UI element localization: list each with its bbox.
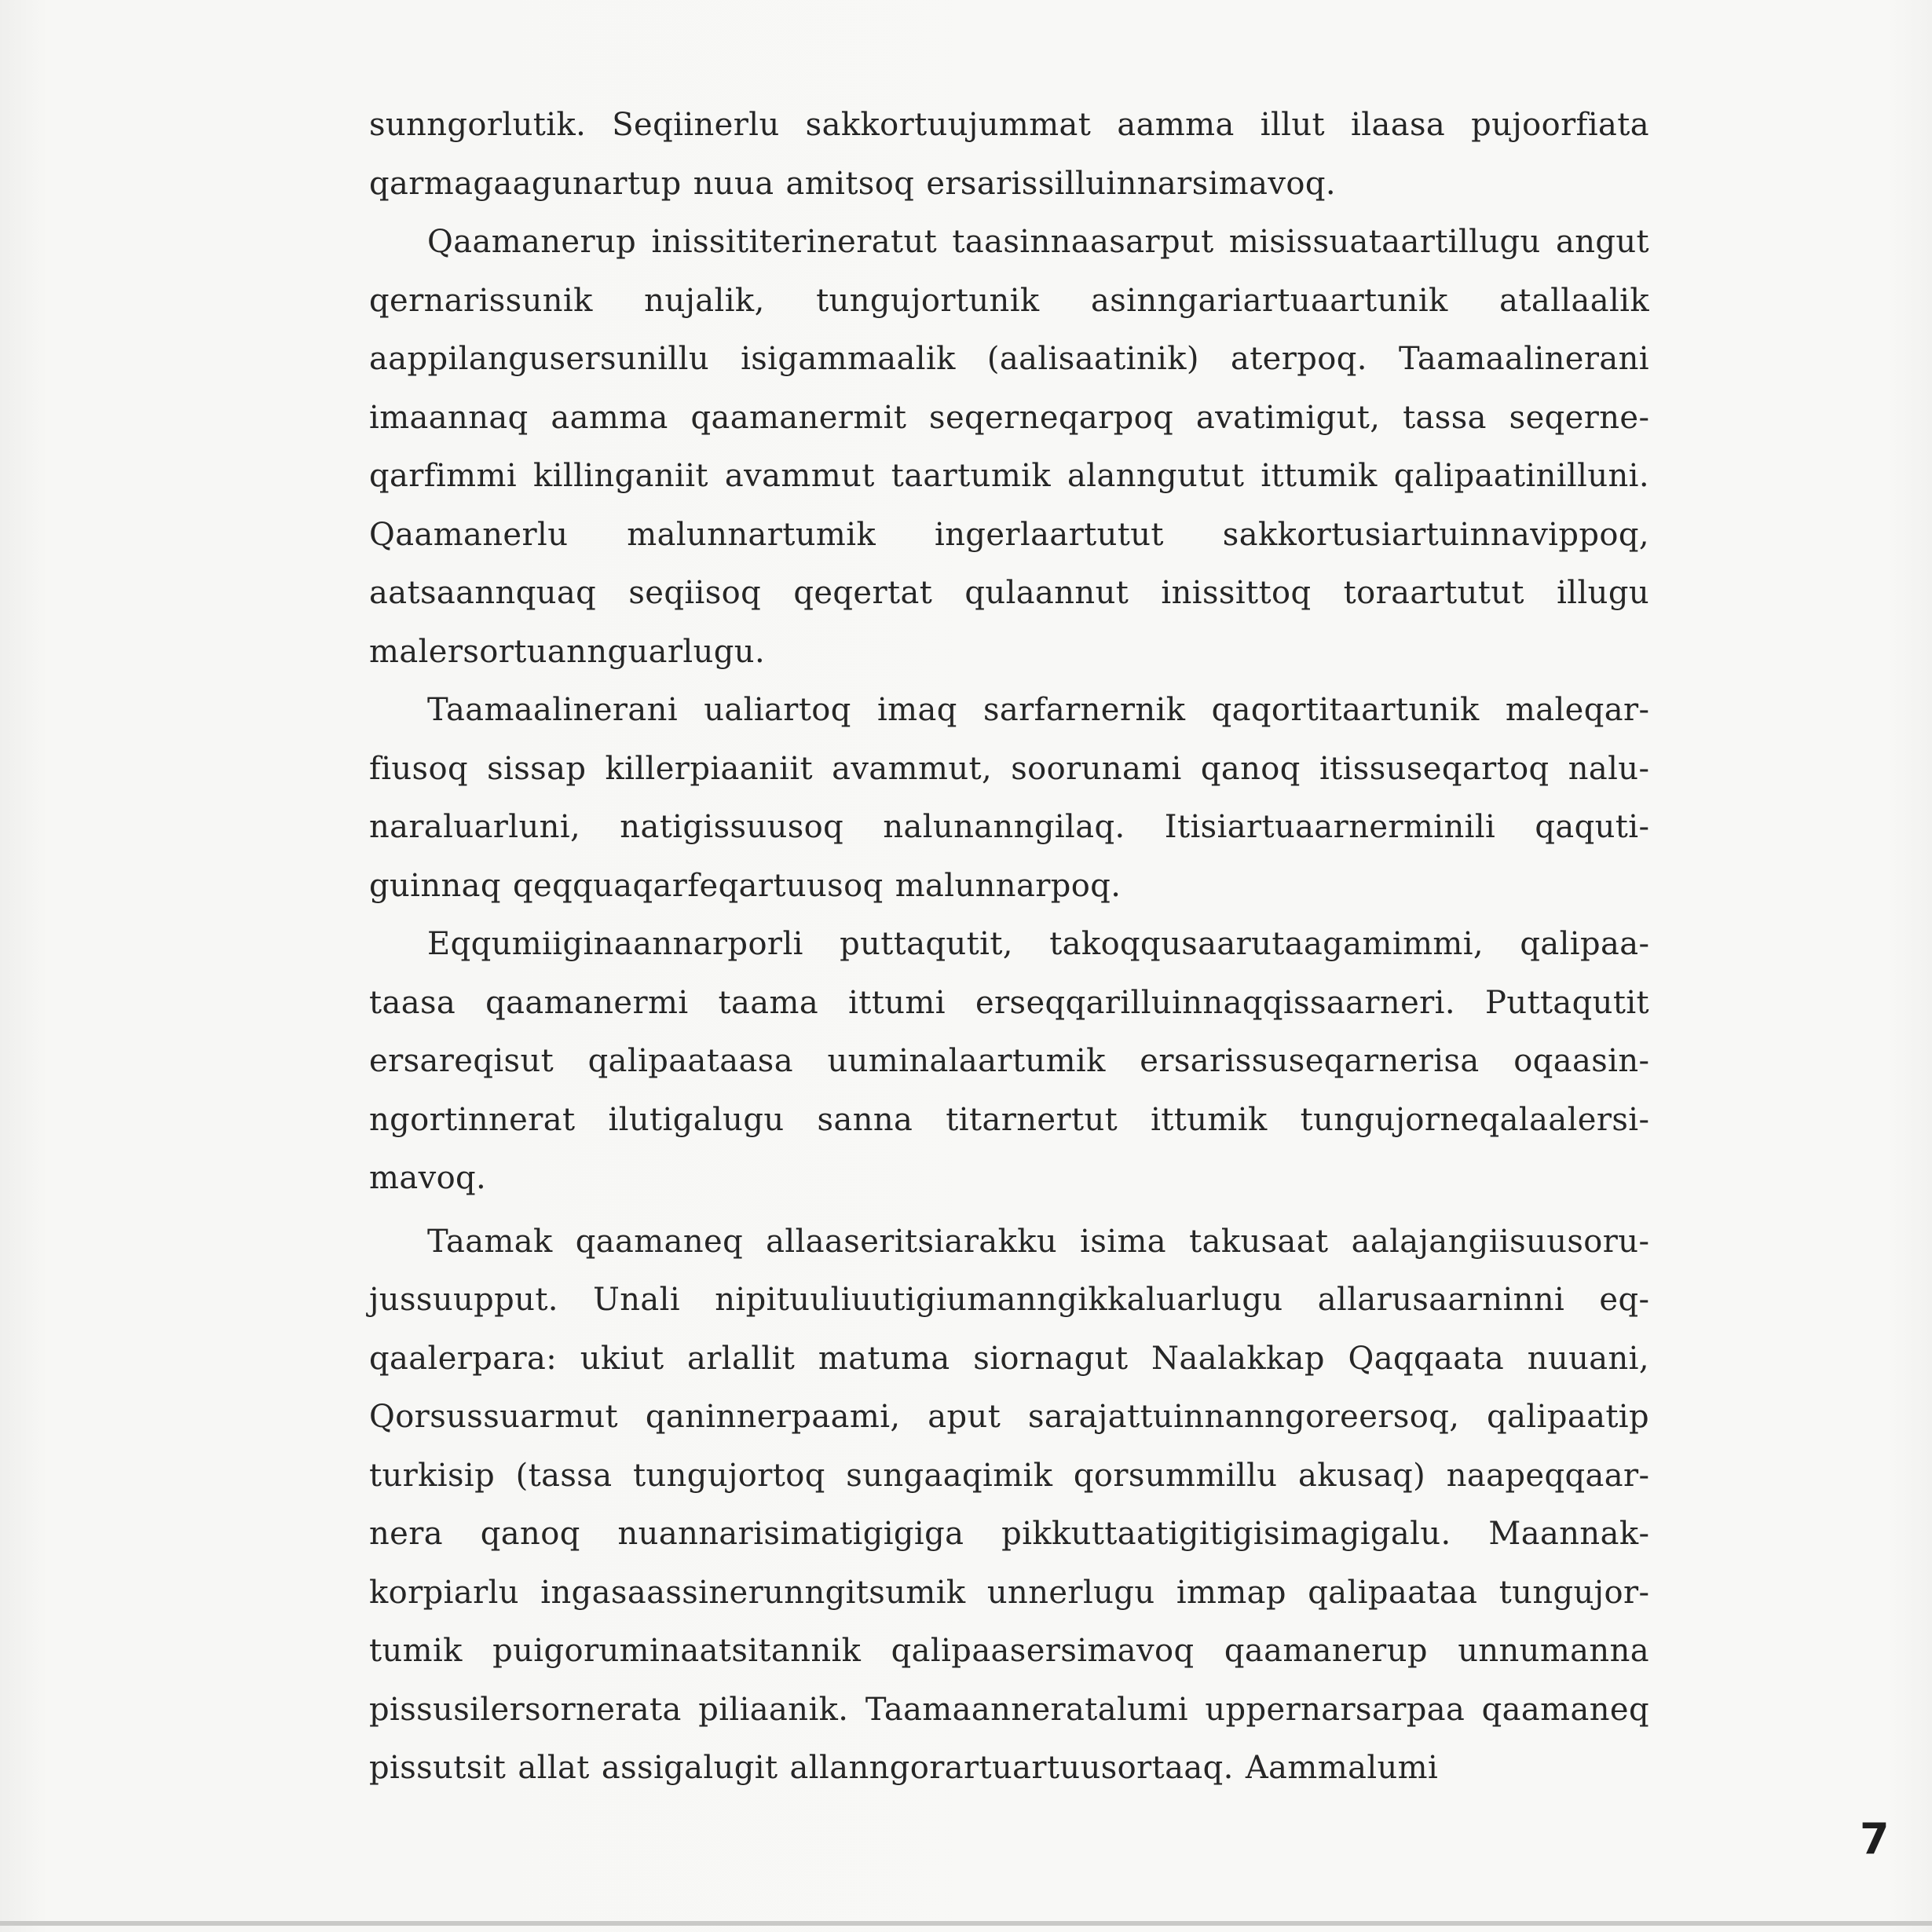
paragraph-4: Eqqumiiginaannarporli puttaqutit, takoqqusaarutaagamimmi, qalipaataasa qaamanermi taama ittumi erseqqarilluinnaqqissaarneri. Puttaqutit ersareqisut qalipaataasa uuminalaartumik ersarissuseqarnerisa oqaasinngortinnerat ilutigalugu sanna titarnertut ittumik tungujorneqalaalersimavoq. [369, 926, 1649, 1196]
page-bottom-edge [0, 1921, 1932, 1926]
paragraph-2: Qaamanerup inissititerineratut taasinnaasarput misissuataartillugu angut qernarissunik nujalik, tungujortunik asinngariartuaartunik atallaalik aappilangusersunillu isigammaalik (aalisaatinik) aterpoq. Taamaalinerani imaannaq aamma qaamanermit seqerneqarpoq avatimigut, tassa seqerneqarfimmi killinganiit avammut taartumik alanngutut ittumik qalipaatinilluni. Qaamanerlu malunnartumik ingerlaartutut sakkortusiartuinnavippoq, aatsaannquaq seqiisoq qeqertat qulaannut inissittoq toraartutut illugu malersortuannguarlugu. [369, 224, 1649, 670]
paragraph-3: Taamaalinerani ualiartoq imaq sarfarnernik qaqortitaartunik maleqarfiusoq sissap killerpiaaniit avammut, soorunami qanoq itissuseqartoq nalunaraluarluni, natigissuusoq nalunanngilaq. Itisiartuaarnerminili qaqutiguinnaq qeqquaqarfeqartuusoq malunnarpoq. [369, 692, 1649, 904]
paragraph-1: sunngorlutik. Seqiinerlu sakkortuujummat aamma illut ilaasa pujoorfiata qarmagaagunartup nuua amitsoq ersarissilluinnarsimavoq. [369, 107, 1649, 202]
page-number: 7 [1860, 1814, 1890, 1864]
paragraph-5: Taamak qaamaneq allaaseritsiarakku isima takusaat aalajangiisuusorujussuupput. Unali nipituuliuutigiumanngikkaluarlugu allarusaarninni eqqaalerpara: ukiut arlallit matuma siornagut Naalakkap Qaqqaata nuuani, Qorsussuarmut qaninnerpaami, aput sarajattuinnanngoreersoq, qalipaatip turkisip (tassa tungujortoq sungaaqimik qorsummillu akusaq) naapeqqaarnera qanoq nuannarisimatigigiga pikkuttaatigitigisimagigalu. Maannakkorpiarlu ingasaassinerunngitsumik unnerlugu immap qalipaataa tungujortumik puigoruminaatsitannik qalipaasersimavoq qaamanerup unnumanna pissusilersornerata piliaanik. Taamaanneratalumi uppernarsarpaa qaamaneq pissutsit allat assigalugit allanngorartuartuusortaaq. Aammalumi [369, 1223, 1649, 1786]
body-text [369, 96, 1649, 1798]
